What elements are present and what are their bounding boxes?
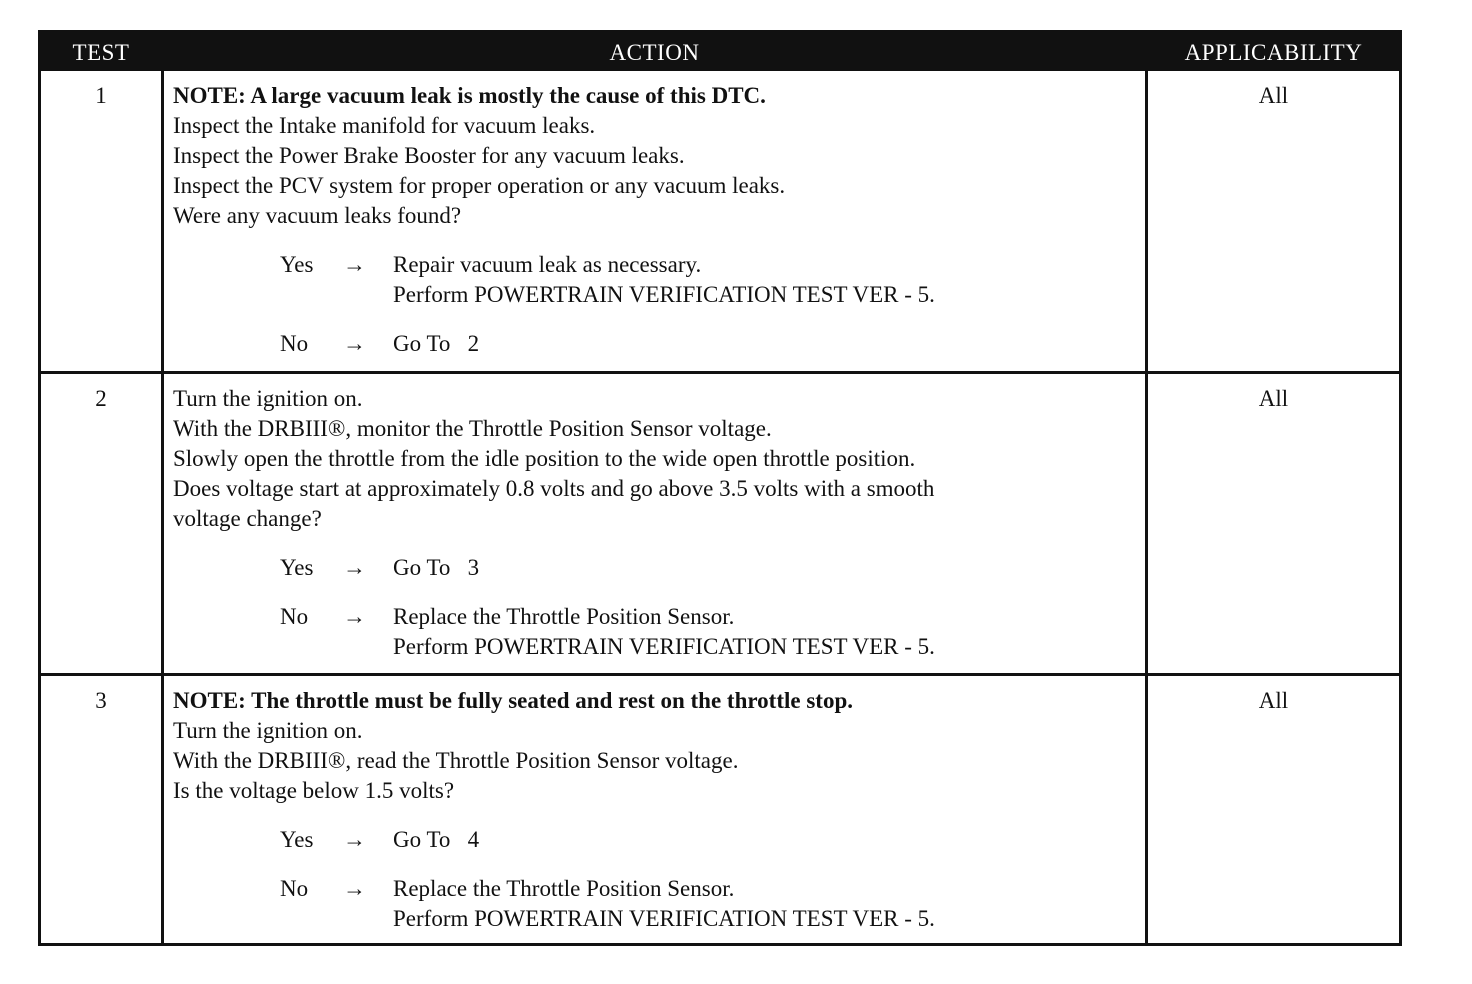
table-header <box>41 33 1399 71</box>
test-number: 2 <box>95 386 107 411</box>
branch-result: Perform POWERTRAIN VERIFICATION TEST VER - 5. <box>393 906 935 931</box>
yes-label: Yes <box>280 555 314 580</box>
applicability-value: All <box>1258 688 1289 713</box>
applicability-value: All <box>1258 386 1289 411</box>
action-line: Slowly open the throttle from the idle position to the wide open throttle position. <box>173 446 916 471</box>
note-text: NOTE: A large vacuum leak is mostly the cause of this DTC. <box>173 83 766 108</box>
no-branch <box>280 329 1145 359</box>
table-row-3 <box>41 673 1399 943</box>
branch-result: Perform POWERTRAIN VERIFICATION TEST VER - 5. <box>393 634 935 659</box>
test-number: 3 <box>95 688 107 713</box>
branch-result: Replace the Throttle Position Sensor. <box>393 876 735 901</box>
arrow-right-icon: → <box>343 876 366 901</box>
action-line: Is the voltage below 1.5 volts? <box>173 778 455 803</box>
applicability-value: All <box>1258 83 1289 108</box>
no-label: No <box>280 331 309 356</box>
note-text: NOTE: The throttle must be fully seated and rest on the throttle stop. <box>173 688 853 713</box>
arrow-right-icon: → <box>343 331 366 356</box>
action-cell <box>161 676 1148 943</box>
action-line: Turn the ignition on. <box>173 718 363 743</box>
header-action: ACTION <box>609 40 700 65</box>
action-cell <box>161 374 1148 673</box>
yes-branch <box>280 825 1145 855</box>
action-line: Inspect the Power Brake Booster for any vacuum leaks. <box>173 143 685 168</box>
action-line: voltage change? <box>173 506 322 531</box>
arrow-right-icon: → <box>343 604 366 629</box>
yes-branch <box>280 250 1145 310</box>
action-line: With the DRBIII®, monitor the Throttle Position Sensor voltage. <box>173 416 772 441</box>
arrow-right-icon: → <box>343 827 366 852</box>
table-row-1 <box>41 71 1399 371</box>
header-test: TEST <box>72 40 130 65</box>
branch-result: Replace the Throttle Position Sensor. <box>393 604 735 629</box>
diagnostic-test-table <box>38 30 1402 946</box>
action-cell <box>161 71 1148 371</box>
branch-result: Go To 4 <box>393 827 480 852</box>
action-line: Inspect the PCV system for proper operation or any vacuum leaks. <box>173 173 786 198</box>
no-label: No <box>280 604 309 629</box>
arrow-right-icon: → <box>343 555 366 580</box>
header-applicability: APPLICABILITY <box>1184 40 1363 65</box>
yes-branch <box>280 553 1145 583</box>
branch-result: Repair vacuum leak as necessary. <box>393 252 702 277</box>
yes-label: Yes <box>280 252 314 277</box>
action-line: With the DRBIII®, read the Throttle Position Sensor voltage. <box>173 748 739 773</box>
test-number: 1 <box>95 83 107 108</box>
action-line: Were any vacuum leaks found? <box>173 203 462 228</box>
yes-label: Yes <box>280 827 314 852</box>
branch-result: Perform POWERTRAIN VERIFICATION TEST VER - 5. <box>393 282 935 307</box>
action-line: Inspect the Intake manifold for vacuum leaks. <box>173 113 596 138</box>
no-branch <box>280 602 1145 662</box>
action-line: Does voltage start at approximately 0.8 volts and go above 3.5 volts with a smooth <box>173 476 935 501</box>
table-row-2 <box>41 371 1399 673</box>
arrow-right-icon: → <box>343 252 366 277</box>
action-line: Turn the ignition on. <box>173 386 363 411</box>
branch-result: Go To 3 <box>393 555 480 580</box>
no-branch <box>280 874 1145 934</box>
branch-result: Go To 2 <box>393 331 480 356</box>
no-label: No <box>280 876 309 901</box>
